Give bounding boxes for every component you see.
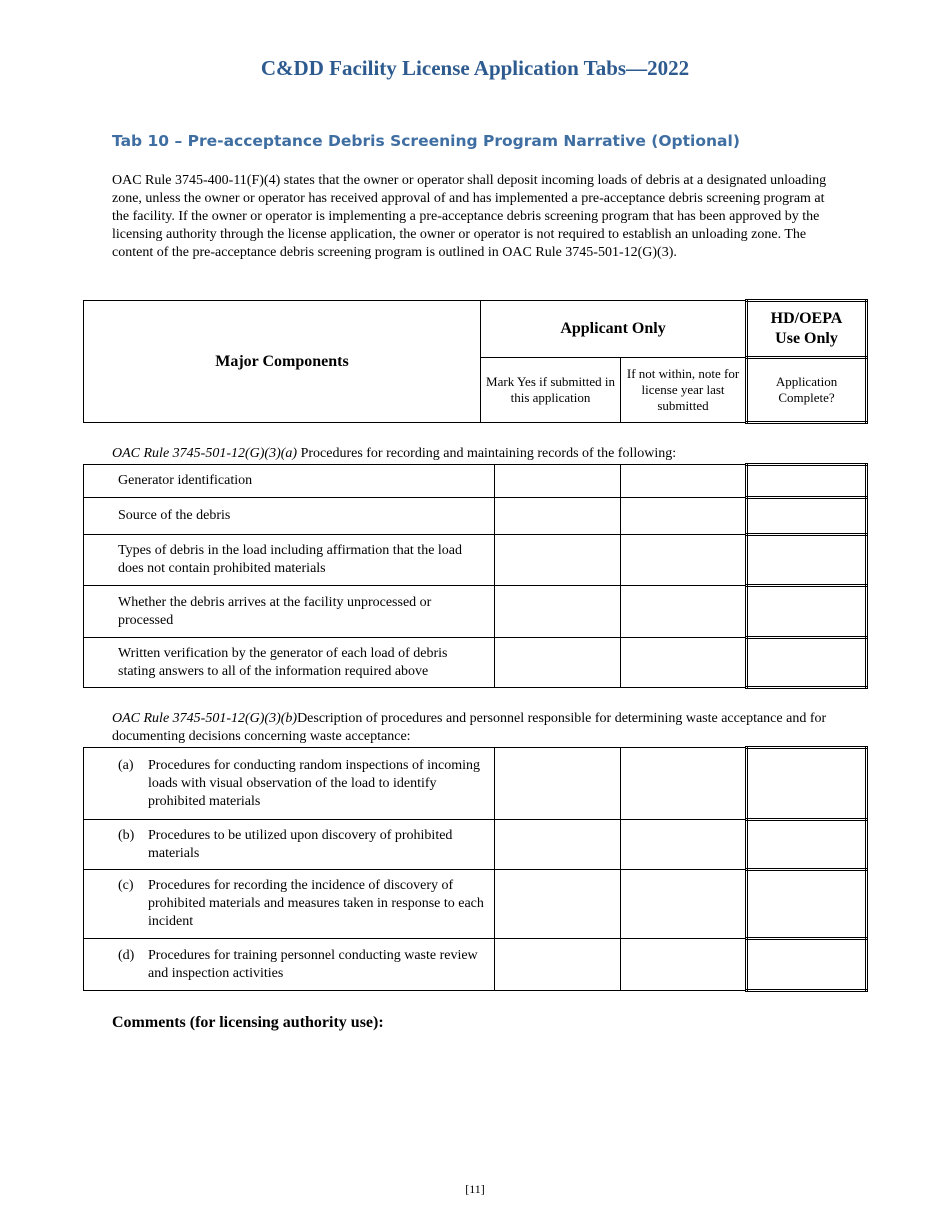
procedure-row-label: [84, 748, 495, 820]
application-complete-cell[interactable]: [747, 498, 867, 535]
application-complete-cell[interactable]: [747, 748, 867, 820]
mark-yes-cell[interactable]: [495, 939, 621, 991]
procedure-text: Procedures for recording the incidence of discovery of prohibited materials and measures taken in response to each incident: [148, 878, 484, 929]
records-table: [83, 463, 868, 689]
section-a-text: Procedures for recording and maintaining records of the following:: [297, 446, 677, 461]
major-components-header: Major Components: [84, 301, 481, 423]
section-b-text: Description of procedures and personnel responsible for determining waste acceptance and for documenting decisions concerning waste acceptance:: [112, 711, 827, 744]
procedure-text: Procedures for training personnel conducting waste review and inspection activities: [148, 947, 478, 981]
not-within-cell[interactable]: [621, 498, 747, 535]
section-a-intro: [112, 445, 852, 463]
application-complete-cell[interactable]: [747, 535, 867, 586]
hd-oepa-line2: Use Only: [775, 330, 838, 347]
mark-yes-cell[interactable]: [495, 535, 621, 586]
application-complete-header: Application Complete?: [747, 358, 867, 423]
page-number: [11]: [465, 1182, 485, 1196]
application-complete-cell[interactable]: [747, 586, 867, 638]
procedure-letter: (d): [118, 947, 135, 963]
not-within-cell[interactable]: [621, 748, 747, 820]
page-title: C&DD Facility License Application Tabs—2022: [260, 56, 690, 80]
record-row-label: Whether the debris arrives at the facility unprocessed or processed: [84, 586, 495, 638]
section-b-rule: OAC Rule 3745-501-12(G)(3)(b): [112, 711, 298, 726]
application-complete-cell[interactable]: [747, 870, 867, 939]
record-row-label: Generator identification: [84, 465, 495, 498]
procedure-row-label: [84, 820, 495, 870]
not-within-header: If not within, note for license year last submitted: [621, 358, 747, 423]
application-complete-cell[interactable]: [747, 820, 867, 870]
not-within-cell[interactable]: [621, 939, 747, 991]
application-complete-cell[interactable]: [747, 638, 867, 688]
applicant-only-header: Applicant Only: [481, 301, 747, 358]
not-within-cell[interactable]: [621, 535, 747, 586]
hd-oepa-header: [747, 301, 867, 358]
section-a-rule: OAC Rule 3745-501-12(G)(3)(a): [112, 446, 298, 461]
procedure-row-label: [84, 939, 495, 991]
section-b-intro: [112, 710, 852, 746]
procedure-text: Procedures to be utilized upon discovery of prohibited materials: [148, 827, 453, 861]
not-within-cell[interactable]: [621, 870, 747, 939]
record-row-label: Source of the debris: [84, 498, 495, 535]
mark-yes-cell[interactable]: [495, 465, 621, 498]
application-complete-cell[interactable]: [747, 939, 867, 991]
procedures-table: [83, 746, 868, 992]
mark-yes-cell[interactable]: [495, 870, 621, 939]
mark-yes-cell[interactable]: [495, 586, 621, 638]
procedure-letter: (b): [118, 827, 135, 843]
not-within-cell[interactable]: [621, 586, 747, 638]
mark-yes-header: Mark Yes if submitted in this application: [481, 358, 621, 423]
procedure-letter: (a): [118, 757, 134, 773]
not-within-cell[interactable]: [621, 465, 747, 498]
tab-heading: Tab 10 – Pre-acceptance Debris Screening Program Narrative (Optional): [112, 132, 740, 150]
mark-yes-cell[interactable]: [495, 638, 621, 688]
header-table: [83, 299, 868, 424]
not-within-cell[interactable]: [621, 638, 747, 688]
procedure-letter: (c): [118, 878, 134, 893]
mark-yes-cell[interactable]: [495, 748, 621, 820]
procedure-row-label: [84, 870, 495, 939]
comments-label: Comments (for licensing authority use):: [112, 1014, 384, 1031]
not-within-cell[interactable]: [621, 820, 747, 870]
hd-oepa-line1: HD/OEPA: [770, 310, 843, 327]
procedure-text: Procedures for conducting random inspections of incoming loads with visual observation of the load to identify prohibited materials: [148, 757, 481, 809]
record-row-label: Written verification by the generator of each load of debris stating answers to all of the information required above: [84, 638, 495, 688]
intro-paragraph: OAC Rule 3745-400-11(F)(4) states that the owner or operator shall deposit incoming loads of debris at a designated unloading zone, unless the owner or operator has received approval of and has implemented a pre-acceptance debris screening program at the facility. If the owner or operator is implementing a pre-acceptance debris screening program that has been approved by the licensing authority through the license application, the owner or operator is not required to establish an unloading zone. The content of the pre-acceptance debris screening program is outlined in OAC Rule 3745-501-12(G)(3).: [112, 173, 827, 260]
mark-yes-cell[interactable]: [495, 820, 621, 870]
record-row-label: Types of debris in the load including affirmation that the load does not contain prohibited materials: [84, 535, 495, 586]
application-complete-cell[interactable]: [747, 465, 867, 498]
mark-yes-cell[interactable]: [495, 498, 621, 535]
